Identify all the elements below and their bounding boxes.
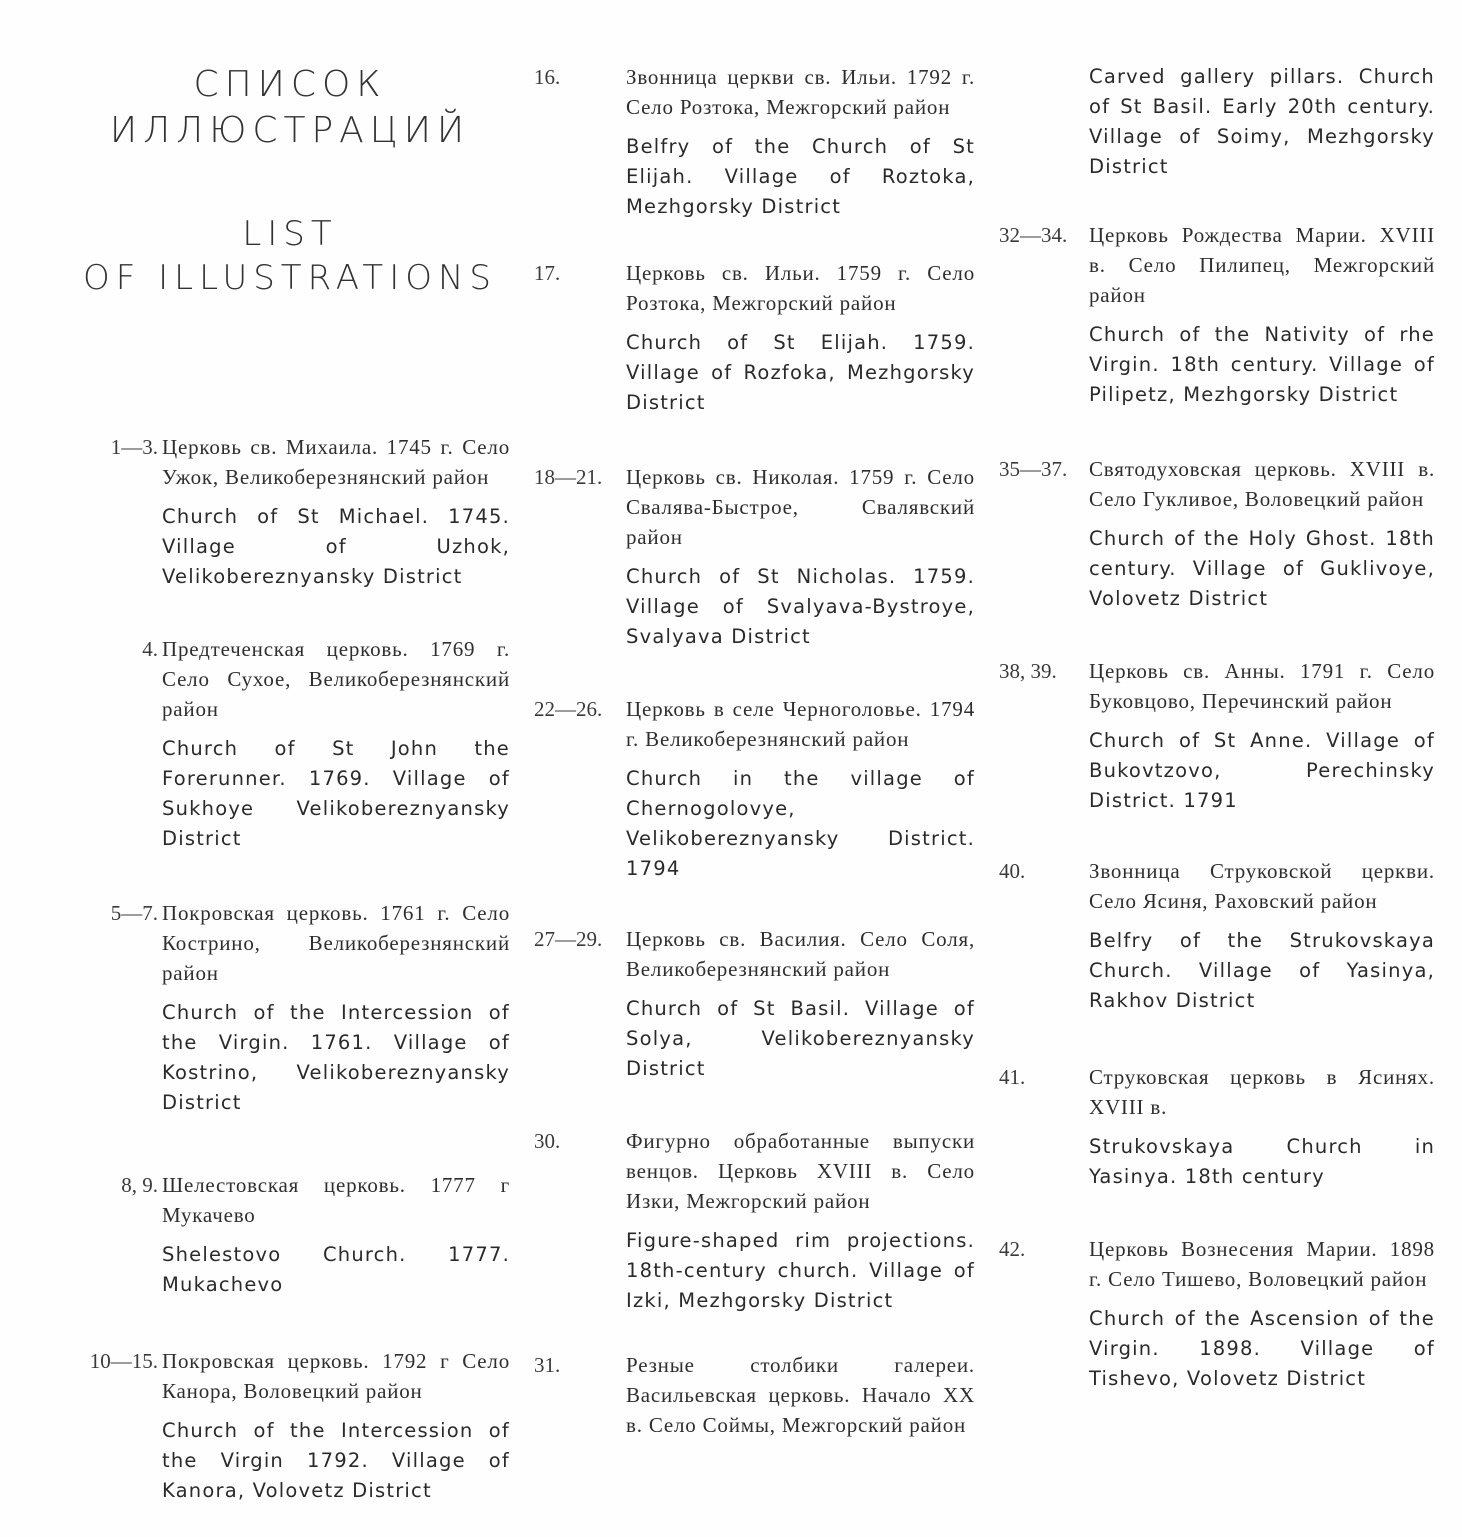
- item-number: 42.: [999, 1237, 1026, 1261]
- list-item: [995, 856, 1435, 1016]
- item-number: 30.: [534, 1129, 561, 1153]
- item-body: [626, 258, 975, 418]
- illustrations-column-3: [995, 62, 1435, 1394]
- item-number: 32—34.: [999, 223, 1068, 247]
- item-caption-en: Church of the Intercession of the Virgin 1792. Village of Kanora, Volovetz District: [162, 1419, 510, 1502]
- item-caption-ru: Церковь св. Василия. Село Соля, Великоберезнянский район: [626, 927, 975, 981]
- heading-russian-line2: ИЛЛЮСТРАЦИЙ: [109, 110, 471, 151]
- item-caption-en: Church of St Elijah. 1759. Village of Rozfoka, Mezhgorsky District: [626, 331, 975, 414]
- illustrations-column-1: [70, 432, 510, 1506]
- item-body: [1089, 454, 1435, 614]
- item-caption-ru: Церковь в селе Черноголовье. 1794 г. Великоберезнянский район: [626, 697, 975, 751]
- item-number: 16.: [534, 65, 561, 89]
- item-number: 35—37.: [999, 457, 1068, 481]
- list-item: [70, 634, 510, 854]
- item-body: [162, 1346, 510, 1506]
- item-body: [1089, 856, 1435, 1016]
- heading-english-line2: OF ILLUSTRATIONS: [82, 258, 498, 298]
- list-item: [995, 656, 1435, 816]
- item-body: [1089, 62, 1435, 182]
- item-caption-ru: Церковь св. Анны. 1791 г. Село Буковцово, Перечинский район: [1089, 659, 1435, 713]
- illustrations-column-2: [530, 62, 975, 1440]
- item-caption-ru: Церковь св. Михаила. 1745 г. Село Ужок, Великоберезнянский район: [162, 435, 510, 489]
- item-caption-ru: Церковь Вознесения Марии. 1898 г. Село Тишево, Воловецкий район: [1089, 1237, 1435, 1291]
- list-item: [530, 1126, 975, 1316]
- item-caption-ru: Предтеченская церковь. 1769 г. Село Сухое, Великоберезнянский район: [162, 637, 510, 721]
- heading-russian: [60, 62, 520, 154]
- item-caption-ru: Церковь св. Николая. 1759 г. Село Свалява-Быстрое, Свалявский район: [626, 465, 975, 549]
- item-caption-en: Church in the village of Chernogolovye, Velikobereznyansky District. 1794: [626, 767, 975, 880]
- item-number: 40.: [999, 859, 1026, 883]
- list-item: [530, 924, 975, 1084]
- item-caption-ru: Церковь св. Ильи. 1759 г. Село Розтока, Межгорский район: [626, 261, 975, 315]
- item-body: [1089, 656, 1435, 816]
- item-number: 8, 9.: [121, 1173, 158, 1197]
- list-item: [530, 462, 975, 652]
- item-caption-ru: Святодуховская церковь. XVIII в. Село Гукливое, Воловецкий район: [1089, 457, 1435, 511]
- item-body: [626, 1350, 975, 1440]
- item-caption-en: Shelestovo Church. 1777. Mukachevo: [162, 1243, 510, 1296]
- list-item: [995, 1234, 1435, 1394]
- list-item: [995, 1062, 1435, 1192]
- item-body: [162, 1170, 510, 1300]
- item-caption-en: Church of St John the Forerunner. 1769. Village of Sukhoye Velikobereznyansky District: [162, 737, 510, 850]
- item-body: [162, 432, 510, 592]
- item-caption-en: Church of the Intercession of the Virgin. 1761. Village of Kostrino, Velikobereznyansky District: [162, 1001, 510, 1114]
- list-item-continued: [995, 62, 1435, 182]
- item-caption-ru: Резные столбики галереи. Васильевская церковь. Начало XX в. Село Соймы, Межгорский район: [626, 1353, 975, 1437]
- list-item: [70, 898, 510, 1118]
- item-body: [1089, 1234, 1435, 1394]
- list-item: [70, 432, 510, 592]
- item-body: [162, 634, 510, 854]
- item-caption-en: Strukovskaya Church in Yasinya. 18th century: [1089, 1135, 1435, 1188]
- heading-english-line1: LIST: [242, 214, 338, 254]
- list-item: [995, 454, 1435, 614]
- item-caption-en: Church of the Nativity of rhe Virgin. 18th century. Village of Pilipetz, Mezhgorsky District: [1089, 323, 1435, 406]
- list-item: [995, 220, 1435, 410]
- item-body: [626, 924, 975, 1084]
- item-caption-ru: Церковь Рождества Марии. XVIII в. Село Пилипец, Межгорский район: [1089, 223, 1435, 307]
- item-body: [1089, 1062, 1435, 1192]
- item-caption-ru: Покровская церковь. 1761 г. Село Кострино, Великоберезнянский район: [162, 901, 510, 985]
- list-item: [530, 694, 975, 884]
- item-number: 31.: [534, 1353, 561, 1377]
- item-body: [162, 898, 510, 1118]
- item-number: 22—26.: [534, 697, 603, 721]
- item-number: 41.: [999, 1065, 1026, 1089]
- item-number: 27—29.: [534, 927, 603, 951]
- item-caption-en: Church of St Basil. Village of Solya, Velikobereznyansky District: [626, 997, 975, 1080]
- item-caption-en: Church of St Michael. 1745. Village of Uzhok, Velikobereznyansky District: [162, 505, 510, 588]
- item-caption-en: Church of the Ascension of the Virgin. 1898. Village of Tishevo, Volovetz District: [1089, 1307, 1435, 1390]
- item-number: 5—7.: [110, 901, 158, 925]
- heading-russian-line1: СПИСОК: [193, 64, 387, 105]
- item-caption-ru: Шелестовская церковь. 1777 г Мукачево: [162, 1173, 510, 1227]
- item-body: [626, 462, 975, 652]
- item-number: 17.: [534, 261, 561, 285]
- item-caption-ru: Покровская церковь. 1792 г Село Канора, Воловецкий район: [162, 1349, 510, 1403]
- item-caption-ru: Фигурно обработанные выпуски венцов. Церковь XVIII в. Село Изки, Межгорский район: [626, 1129, 975, 1213]
- item-number: 10—15.: [89, 1349, 158, 1373]
- heading-english: [60, 212, 520, 300]
- item-caption-ru: Звонница Струковской церкви. Село Ясиня, Раховский район: [1089, 859, 1435, 913]
- list-item: [530, 258, 975, 418]
- list-item: [530, 62, 975, 222]
- item-number: 18—21.: [534, 465, 603, 489]
- list-item: [70, 1346, 510, 1506]
- item-caption-en: Figure-shaped rim projections. 18th-century church. Village of Izki, Mezhgorsky District: [626, 1229, 975, 1312]
- list-item: [530, 1350, 975, 1440]
- item-caption-ru: Звонница церкви св. Ильи. 1792 г. Село Розтока, Межгорский район: [626, 65, 975, 119]
- item-caption-en: Church of St Anne. Village of Bukovtzovo, Perechinsky District. 1791: [1089, 729, 1435, 812]
- item-caption-en: Church of the Holy Ghost. 18th century. Village of Guklivoye, Volovetz District: [1089, 527, 1435, 610]
- item-caption-en: Church of St Nicholas. 1759. Village of Svalyava-Bystroye, Svalyava District: [626, 565, 975, 648]
- list-item: [70, 1170, 510, 1300]
- item-body: [626, 1126, 975, 1316]
- item-caption-en: Belfry of the Strukovskaya Church. Village of Yasinya, Rakhov District: [1089, 929, 1435, 1012]
- item-body: [626, 694, 975, 884]
- item-number: 38, 39.: [999, 659, 1057, 683]
- item-body: [1089, 220, 1435, 410]
- item-number: 1—3.: [110, 435, 158, 459]
- item-caption-ru: Струковская церковь в Ясинях. XVIII в.: [1089, 1065, 1435, 1119]
- item-number: 4.: [142, 637, 158, 661]
- item-body: [626, 62, 975, 222]
- item-caption-en: Carved gallery pillars. Church of St Basil. Early 20th century. Village of Soimy, Mezhgorsky District: [1089, 65, 1435, 178]
- item-caption-en: Belfry of the Church of St Elijah. Village of Roztoka, Mezhgorsky District: [626, 135, 975, 218]
